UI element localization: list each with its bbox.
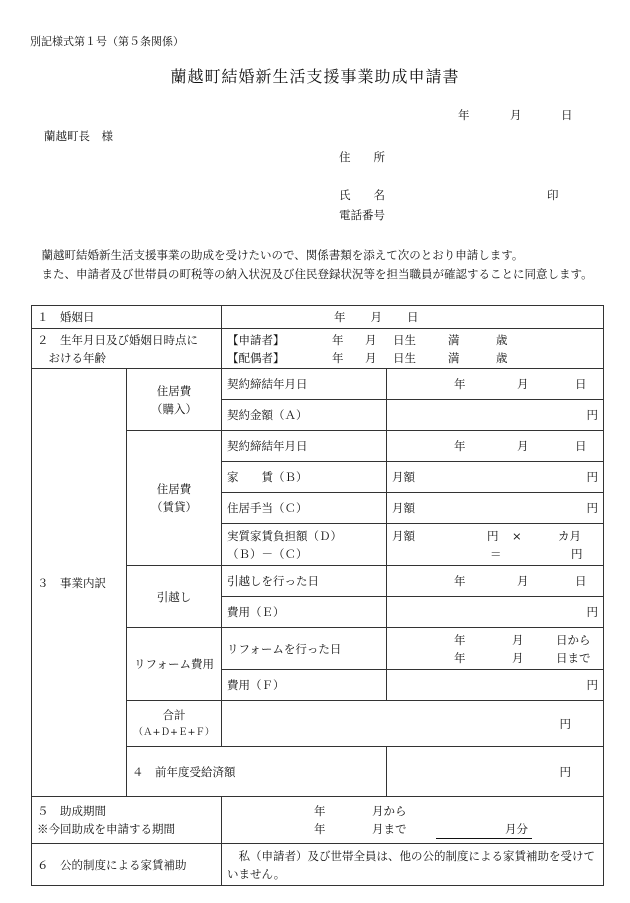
actual-total-yen-unit: 円 — [571, 546, 583, 561]
reform-from-year-unit: 年 — [454, 632, 466, 647]
reform-to-year-unit: 年 — [454, 650, 466, 665]
reform-to-month-unit: 月 — [512, 650, 524, 665]
spouse-tag: 【配偶者】 — [227, 350, 285, 365]
applicant-month-unit: 月 — [365, 332, 377, 347]
total-formula: （Ａ+Ｄ+Ｅ+Ｆ） — [133, 726, 215, 738]
date-month: 月 — [510, 108, 522, 122]
applicant-age-full: 満 — [448, 332, 460, 347]
document-title: 蘭越町結婚新生活支援事業助成申請書 — [170, 67, 460, 86]
purchase-date-row — [32, 369, 604, 400]
actual-burden-label-2: （Ｂ）－（Ｃ） — [227, 546, 308, 561]
applicant-age-unit: 歳 — [496, 332, 508, 347]
public-row — [32, 844, 604, 886]
period-row — [32, 797, 604, 844]
actual-equals-sign: ＝ — [490, 546, 502, 561]
name-label: 氏 名 — [339, 188, 385, 202]
rent-label-2: （賃貸） — [151, 500, 197, 514]
reform-label: リフォーム費用 — [127, 628, 222, 701]
period-label — [32, 797, 222, 844]
intro-text — [30, 246, 602, 284]
moving-cost-label: 費用（Ｅ） — [222, 597, 387, 628]
reform-date-label: リフォームを行った日 — [222, 628, 387, 670]
rent-label — [127, 431, 222, 566]
allowance-field[interactable] — [387, 493, 604, 524]
marriage-date-label: １ 婚姻日 — [32, 306, 222, 329]
moving-cost-field[interactable]: 円 — [387, 597, 604, 628]
applicant-tag: 【申請者】 — [227, 332, 285, 347]
actual-times-sign: × — [512, 528, 522, 543]
previous-field[interactable] — [387, 747, 604, 797]
spouse-age-full: 満 — [448, 350, 460, 365]
spouse-year-unit: 年 — [332, 350, 344, 365]
purchase-year-unit: 年 — [454, 377, 466, 391]
period-from-month-unit: 月から — [372, 803, 407, 818]
rent-contract-date-label: 契約締結年月日 — [222, 431, 387, 462]
actual-burden-field[interactable] — [387, 524, 604, 566]
total-field[interactable] — [222, 701, 604, 747]
marriage-day-unit: 日 — [407, 310, 419, 324]
marriage-date-row — [32, 306, 604, 329]
age-label — [32, 329, 222, 369]
age-label-line-1: ２ 生年月日及び婚姻日時点に — [37, 332, 198, 347]
total-label-text: 合計 — [162, 707, 186, 722]
breakdown-label: ３ 事業内訳 — [32, 369, 127, 797]
total-yen-unit: 円 — [559, 716, 571, 731]
moving-label: 引越し — [127, 566, 222, 628]
purchase-amount-field[interactable]: 円 — [387, 400, 604, 431]
address-label: 住 所 — [339, 150, 385, 164]
application-table — [31, 305, 604, 886]
moving-year-unit: 年 — [454, 574, 466, 588]
purchase-day-unit: 日 — [575, 377, 587, 391]
rent-contract-date-field[interactable] — [387, 431, 604, 462]
public-text — [222, 844, 604, 886]
public-label: ６ 公的制度による家賃補助 — [32, 844, 222, 886]
purchase-label — [127, 369, 222, 431]
marriage-date-field[interactable] — [222, 306, 604, 329]
actual-months-unit: カ月 — [558, 528, 581, 543]
marriage-month-unit: 月 — [370, 310, 382, 324]
previous-yen-unit: 円 — [559, 764, 571, 779]
rent-yen-unit: 円 — [586, 470, 598, 484]
moving-month-unit: 月 — [517, 574, 529, 588]
reform-from-day-unit: 日から — [556, 632, 591, 647]
actual-burden-label-1: 実質家賃負担額（Ｄ） — [227, 528, 342, 543]
purchase-label-1: 住居費 — [156, 383, 192, 398]
purchase-label-2: （購入） — [151, 401, 197, 416]
actual-burden-label — [222, 524, 387, 566]
rent-day-unit: 日 — [575, 439, 587, 453]
actual-yen-unit: 円 — [487, 528, 499, 543]
purchase-contract-date-label: 契約締結年月日 — [222, 369, 387, 400]
total-label — [127, 701, 222, 747]
date-year: 年 — [458, 108, 470, 122]
date-day: 日 — [561, 108, 573, 122]
period-to-month-unit: 月まで — [372, 821, 407, 836]
actual-monthly-unit: 月額 — [392, 528, 415, 543]
applicant-born-unit: 日生 — [393, 332, 416, 347]
rent-amount-label: 家 賃（Ｂ） — [222, 462, 387, 493]
allowance-label: 住居手当（Ｃ） — [222, 493, 387, 524]
reform-date-field[interactable] — [387, 628, 604, 670]
marriage-year-unit: 年 — [334, 310, 346, 324]
rent-month-unit: 月 — [517, 439, 529, 453]
purchase-contract-date-field[interactable] — [387, 369, 604, 400]
intro-line-1: 蘭越町結婚新生活支援事業の助成を受けたいので、関係書類を添えて次のとおり申請します。 — [41, 248, 524, 262]
period-label-2: ※今回助成を申請する期間 — [37, 822, 175, 836]
public-statement: 私（申請者）及び世帯全員は、他の公的制度による家賃補助を受けていません。 — [227, 848, 595, 881]
addressee: 蘭越町長 様 — [44, 129, 113, 143]
rent-monthly-unit: 月額 — [392, 470, 415, 484]
age-field[interactable] — [222, 329, 604, 369]
applicant-year-unit: 年 — [332, 332, 344, 347]
moving-date-label: 引越しを行った日 — [222, 566, 387, 597]
phone-label: 電話番号 — [339, 208, 385, 222]
spouse-age-unit: 歳 — [496, 350, 508, 365]
reform-cost-field[interactable]: 円 — [387, 670, 604, 701]
rent-year-unit: 年 — [454, 439, 466, 453]
seal-mark: 印 — [547, 188, 559, 202]
moving-date-field[interactable] — [387, 566, 604, 597]
previous-label: ４ 前年度受給済額 — [127, 747, 387, 797]
period-label-1: ５ 助成期間 — [37, 804, 106, 818]
purchase-month-unit: 月 — [517, 377, 529, 391]
allowance-yen-unit: 円 — [586, 501, 598, 515]
period-months-field[interactable]: 月分 — [436, 820, 532, 839]
allowance-monthly-unit: 月額 — [392, 501, 415, 515]
period-field[interactable] — [222, 797, 604, 844]
moving-day-unit: 日 — [575, 574, 587, 588]
reform-cost-label: 費用（Ｆ） — [222, 670, 387, 701]
reform-to-day-unit: 日まで — [556, 650, 591, 665]
age-row — [32, 329, 604, 369]
spouse-born-unit: 日生 — [393, 350, 416, 365]
period-to-year-unit: 年 — [314, 821, 326, 836]
purchase-amount-label: 契約金額（Ａ） — [222, 400, 387, 431]
spouse-month-unit: 月 — [365, 350, 377, 365]
intro-line-2: また、申請者及び世帯員の町税等の納入状況及び住民登録状況等を担当職員が確認することに同意します。 — [41, 267, 593, 281]
age-label-line-2: おける年齢 — [37, 350, 106, 365]
form-number: 別記様式第１号（第５条関係） — [30, 35, 184, 48]
rent-label-1: 住居費 — [156, 482, 192, 496]
rent-amount-field[interactable] — [387, 462, 604, 493]
period-from-year-unit: 年 — [314, 803, 326, 818]
reform-from-month-unit: 月 — [512, 632, 524, 647]
